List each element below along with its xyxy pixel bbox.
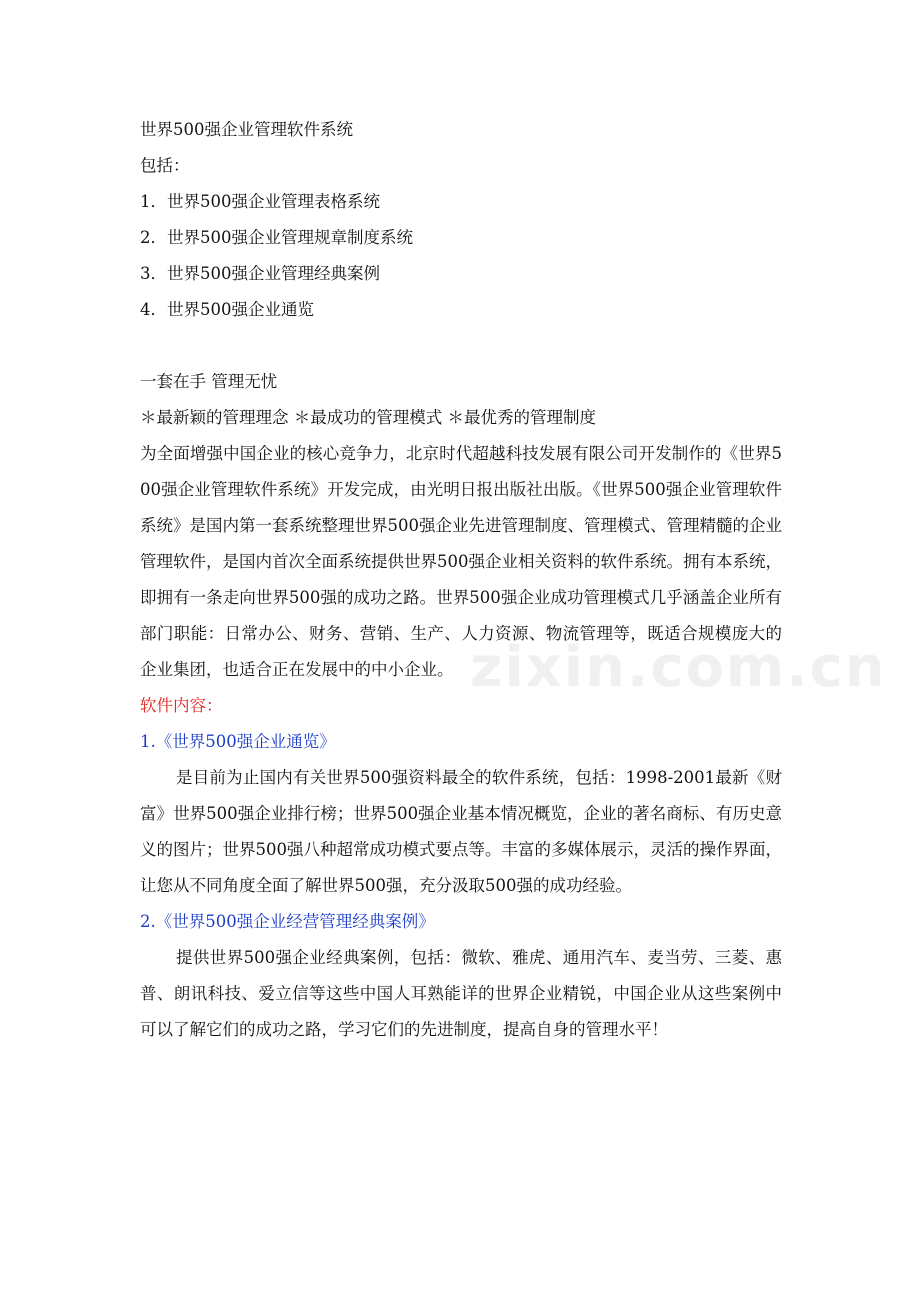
feature-list: ＊最新颖的管理理念 ＊最成功的管理模式 ＊最优秀的管理制度 bbox=[140, 408, 596, 427]
section-1-heading: 1.《世界500强企业通览》 bbox=[140, 732, 336, 751]
includes-item-4: 4．世界500强企业通览 bbox=[140, 300, 314, 319]
section-2-body: 提供世界500强企业经典案例，包括：微软、雅虎、通用汽车、麦当劳、三菱、惠普、朗讯科技、爱立信等这些中国人耳熟能详的世界企业精锐，中国企业从这些案例中可以了解它们的成功之路，学习它们的先进制度，提高自身的管理水平！ bbox=[140, 948, 782, 1039]
contents-heading: 软件内容： bbox=[140, 696, 223, 715]
document-body bbox=[140, 112, 782, 1048]
includes-item-3: 3．世界500强企业管理经典案例 bbox=[140, 264, 380, 283]
includes-item-2: 2．世界500强企业管理规章制度系统 bbox=[140, 228, 413, 247]
slogan: 一套在手 管理无忧 bbox=[140, 372, 278, 391]
blank-line bbox=[140, 328, 782, 364]
section-2-heading: 2.《世界500强企业经营管理经典案例》 bbox=[140, 912, 435, 931]
intro-paragraph: 为全面增强中国企业的核心竞争力，北京时代超越科技发展有限公司开发制作的《世界500强企业管理软件系统》开发完成，由光明日报出版社出版。《世界500强企业管理软件系统》是国内第一套系统整理世界500强企业先进管理制度、管理模式、管理精髓的企业管理软件，是国内首次全面系统提供世界500强企业相关资料的软件系统。拥有本系统，即拥有一条走向世界500强的成功之路。世界500强企业成功管理模式几乎涵盖企业所有部门职能：日常办公、财务、营销、生产、人力资源、物流管理等，既适合规模庞大的企业集团，也适合正在发展中的中小企业。 bbox=[140, 444, 782, 679]
section-1-body: 是目前为止国内有关世界500强资料最全的软件系统，包括：1998-2001最新《财富》世界500强企业排行榜；世界500强企业基本情况概览，企业的著名商标、有历史意义的图片；世界500强八种超常成功模式要点等。丰富的多媒体展示，灵活的操作界面，让您从不同角度全面了解世界500强，充分汲取500强的成功经验。 bbox=[140, 768, 782, 895]
includes-label: 包括： bbox=[140, 156, 190, 175]
includes-item-1: 1．世界500强企业管理表格系统 bbox=[140, 192, 380, 211]
watermark: zixin.com.cn bbox=[470, 635, 887, 700]
document-title: 世界500强企业管理软件系统 bbox=[140, 120, 353, 139]
